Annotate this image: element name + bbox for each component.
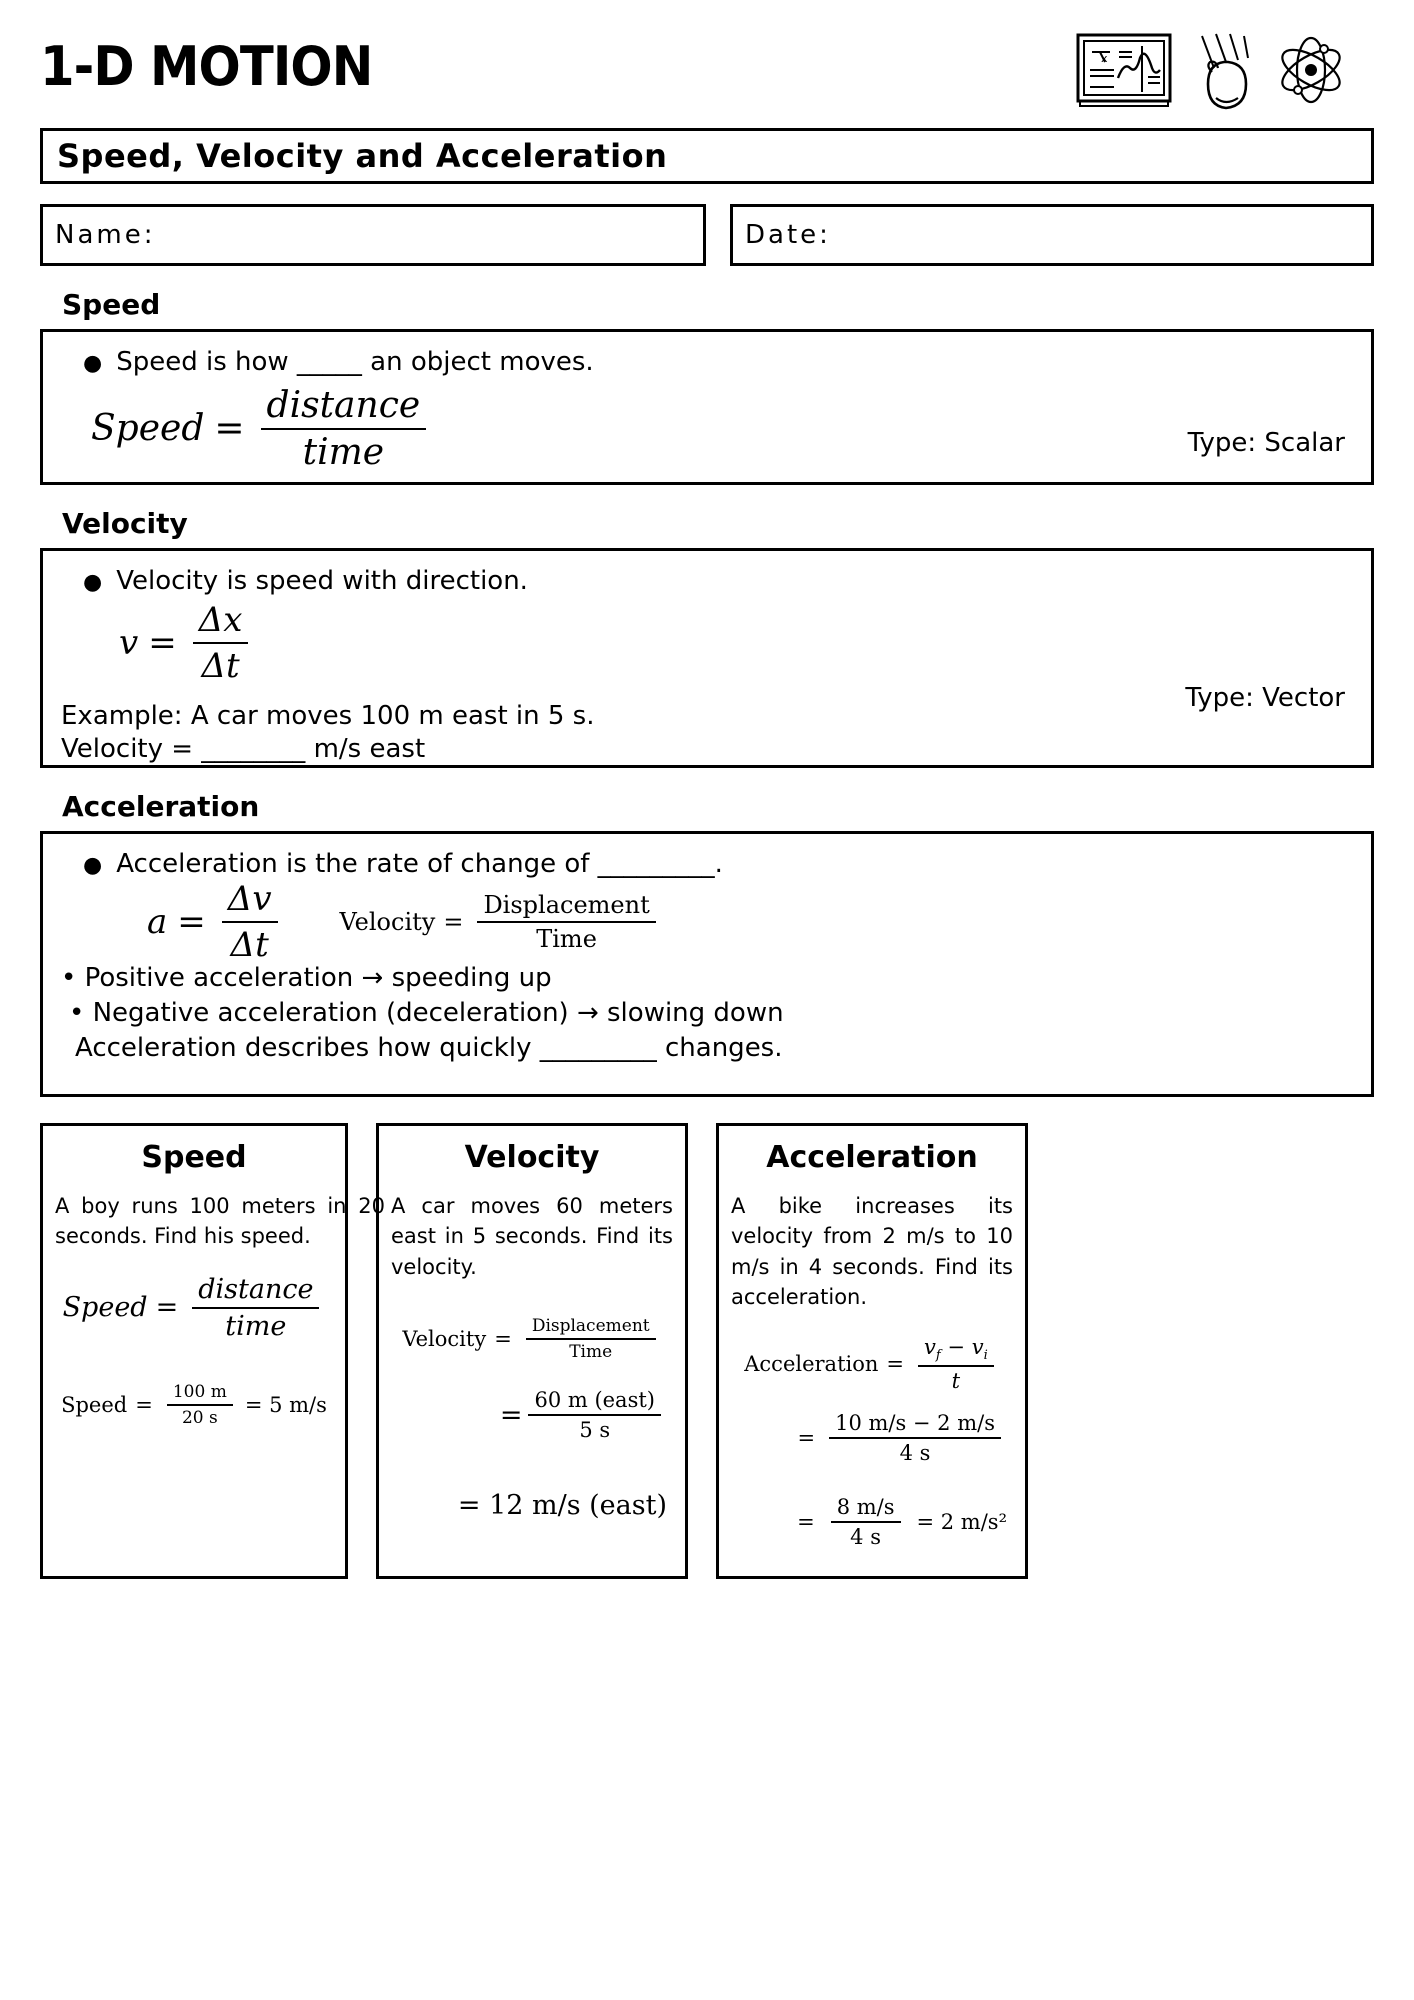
whiteboard-math-icon (1074, 32, 1174, 110)
section-heading-velocity: Velocity (62, 507, 188, 540)
example-speed-result: = 5 m/s (244, 1392, 327, 1417)
example-velocity-calc-denominator: 5 s (528, 1414, 661, 1442)
subtitle-box (40, 128, 1374, 184)
name-label: Name: (55, 220, 156, 250)
falling-apple-icon (1188, 32, 1262, 114)
example-speed-title: Speed (141, 1140, 247, 1175)
velocity-content-box (40, 548, 1374, 768)
example-box-acceleration (716, 1123, 1028, 1579)
example-acceleration-calc-numerator: 10 m/s − 2 m/s (835, 1410, 995, 1435)
example-speed-prompt: A boy runs 100 meters in 20 seconds. Find his speed. (55, 1194, 385, 1249)
bullet-icon: ● (83, 570, 103, 595)
speed-formula-fraction (261, 385, 427, 473)
velocity-bullet (61, 565, 1353, 598)
acceleration-formula-eq: = (177, 901, 206, 942)
velocity-formula-numerator: Δx (198, 599, 243, 640)
example-box-speed (40, 1123, 385, 1579)
example-velocity-calc-numerator: 60 m (east) (534, 1388, 655, 1413)
acceleration-formula-fraction (222, 879, 278, 965)
example-velocity-denominator: Time (526, 1338, 656, 1362)
example-acceleration-title: Acceleration (766, 1140, 978, 1175)
acceleration-formula-denominator: Δt (222, 921, 278, 965)
velocity-formula-fraction (193, 600, 249, 686)
atom-icon (1276, 32, 1346, 108)
example-acceleration-final-fraction (831, 1495, 901, 1549)
example-acceleration-final-numerator: 8 m/s (836, 1494, 895, 1519)
example-velocity-formula-lhs: Velocity (402, 1327, 487, 1352)
velocity-formula-eq: = (148, 622, 177, 663)
page-title: 1-D MOTION (40, 35, 373, 98)
equals-sign: = (494, 1327, 512, 1352)
equals-sign: = (797, 1509, 815, 1534)
example-velocity-numerator: Displacement (531, 1316, 650, 1337)
example-acceleration-numerator: $v_f - v_i$ (924, 1334, 988, 1363)
example-acceleration-final-denominator: 4 s (831, 1521, 901, 1549)
examples-row (40, 1123, 1374, 1579)
example-speed-fraction (192, 1274, 319, 1342)
subtitle-text: Speed, Velocity and Acceleration (57, 137, 668, 175)
velocity-formula-lhs: v (119, 622, 139, 663)
example-velocity-prompt: A car moves 60 meters east in 5 seconds. Find its velocity. (391, 1194, 673, 1279)
example-speed-calculation (55, 1382, 333, 1428)
example-acceleration-fraction (918, 1335, 994, 1393)
acceleration-formula-numerator: Δv (227, 878, 272, 919)
velocity-type-tag: Type: Vector (1185, 683, 1345, 713)
example-speed-denominator: time (192, 1307, 319, 1342)
acceleration-bullet-text: Acceleration is the rate of change of _________. (116, 849, 723, 879)
acceleration-negative-line: • Negative acceleration (deceleration) → slowing down (69, 997, 784, 1028)
section-heading-speed: Speed (62, 288, 161, 321)
equals-sign: = (155, 1292, 179, 1324)
date-field[interactable] (730, 204, 1374, 266)
example-speed-calc-lhs: Speed (61, 1392, 128, 1417)
acceleration-bullet (61, 848, 1353, 881)
example-speed-numerator: distance (198, 1273, 314, 1305)
example-speed-formula (55, 1274, 333, 1342)
example-velocity-calc-lhs: = (499, 1399, 523, 1431)
speed-formula-eq: = (214, 408, 245, 449)
name-date-row (40, 204, 1374, 266)
bullet-icon: ● (83, 351, 103, 376)
side-formula-fraction (477, 891, 655, 953)
speed-formula-lhs: Speed (91, 408, 205, 449)
velocity-formula (119, 600, 254, 686)
velocity-example-line-2: Velocity = ________ m/s east (61, 734, 426, 765)
acceleration-formula-lhs: a (147, 901, 168, 942)
example-speed-calc-numerator: 100 m (172, 1381, 227, 1402)
example-speed-formula-lhs: Speed (62, 1292, 148, 1324)
example-acceleration-formula-lhs: Acceleration (744, 1351, 879, 1376)
speed-type-tag: Type: Scalar (1187, 428, 1345, 458)
example-acceleration-formula (731, 1335, 1013, 1393)
acceleration-describes-line: Acceleration describes how quickly _________ changes. (75, 1032, 783, 1063)
example-velocity-title: Velocity (464, 1140, 600, 1175)
example-speed-calc-denominator: 20 s (167, 1404, 233, 1428)
example-acceleration-denominator: t (918, 1365, 994, 1393)
equals-sign: = (886, 1351, 905, 1376)
side-formula-denominator: Time (477, 921, 655, 953)
example-acceleration-calc-denominator: 4 s (829, 1437, 1001, 1465)
example-velocity-final-text: = 12 m/s (east) (457, 1490, 667, 1522)
speed-formula-denominator: time (261, 428, 427, 473)
header (40, 28, 1374, 124)
example-velocity-final (391, 1490, 673, 1521)
example-acceleration-calc-lhs: = (797, 1425, 816, 1450)
example-acceleration-final-result: = 2 m/s² (916, 1509, 1007, 1534)
example-acceleration-calculation (731, 1411, 1013, 1465)
example-acceleration-final (731, 1495, 1013, 1549)
side-formula-numerator: Displacement (483, 890, 650, 919)
side-formula-eq: = (443, 907, 464, 936)
acceleration-formula-row (147, 879, 1353, 965)
speed-content-box (40, 329, 1374, 485)
name-field[interactable] (40, 204, 706, 266)
example-velocity-fraction (526, 1316, 656, 1362)
date-label: Date: (745, 220, 831, 250)
example-box-velocity (376, 1123, 688, 1579)
section-heading-acceleration: Acceleration (62, 790, 260, 823)
side-formula-lhs: Velocity (339, 907, 436, 936)
example-velocity-calculation (391, 1388, 673, 1442)
speed-formula (91, 385, 432, 473)
example-velocity-calc-fraction (528, 1388, 661, 1442)
acceleration-content-box (40, 831, 1374, 1097)
example-velocity-formula (391, 1316, 673, 1362)
acceleration-side-formula (340, 891, 662, 953)
equals-sign: = (135, 1392, 153, 1417)
example-acceleration-prompt: A bike increases its velocity from 2 m/s to 10 m/s in 4 seconds. Find its acceleration. (731, 1194, 1013, 1310)
example-acceleration-calc-fraction (829, 1411, 1001, 1465)
svg-text:x: x (1101, 52, 1108, 65)
velocity-example-line-1: Example: A car moves 100 m east in 5 s. (61, 700, 595, 731)
speed-formula-numerator: distance (266, 384, 421, 426)
example-speed-calc-fraction (167, 1382, 233, 1428)
acceleration-positive-line: • Positive acceleration → speeding up (61, 962, 552, 993)
velocity-formula-denominator: Δt (193, 642, 249, 686)
speed-bullet (61, 346, 1353, 379)
acceleration-formula (147, 879, 284, 965)
velocity-bullet-text: Velocity is speed with direction. (116, 566, 528, 596)
bullet-icon: ● (83, 853, 103, 878)
header-icon-group (1074, 32, 1346, 114)
speed-bullet-text: Speed is how _____ an object moves. (116, 347, 594, 377)
